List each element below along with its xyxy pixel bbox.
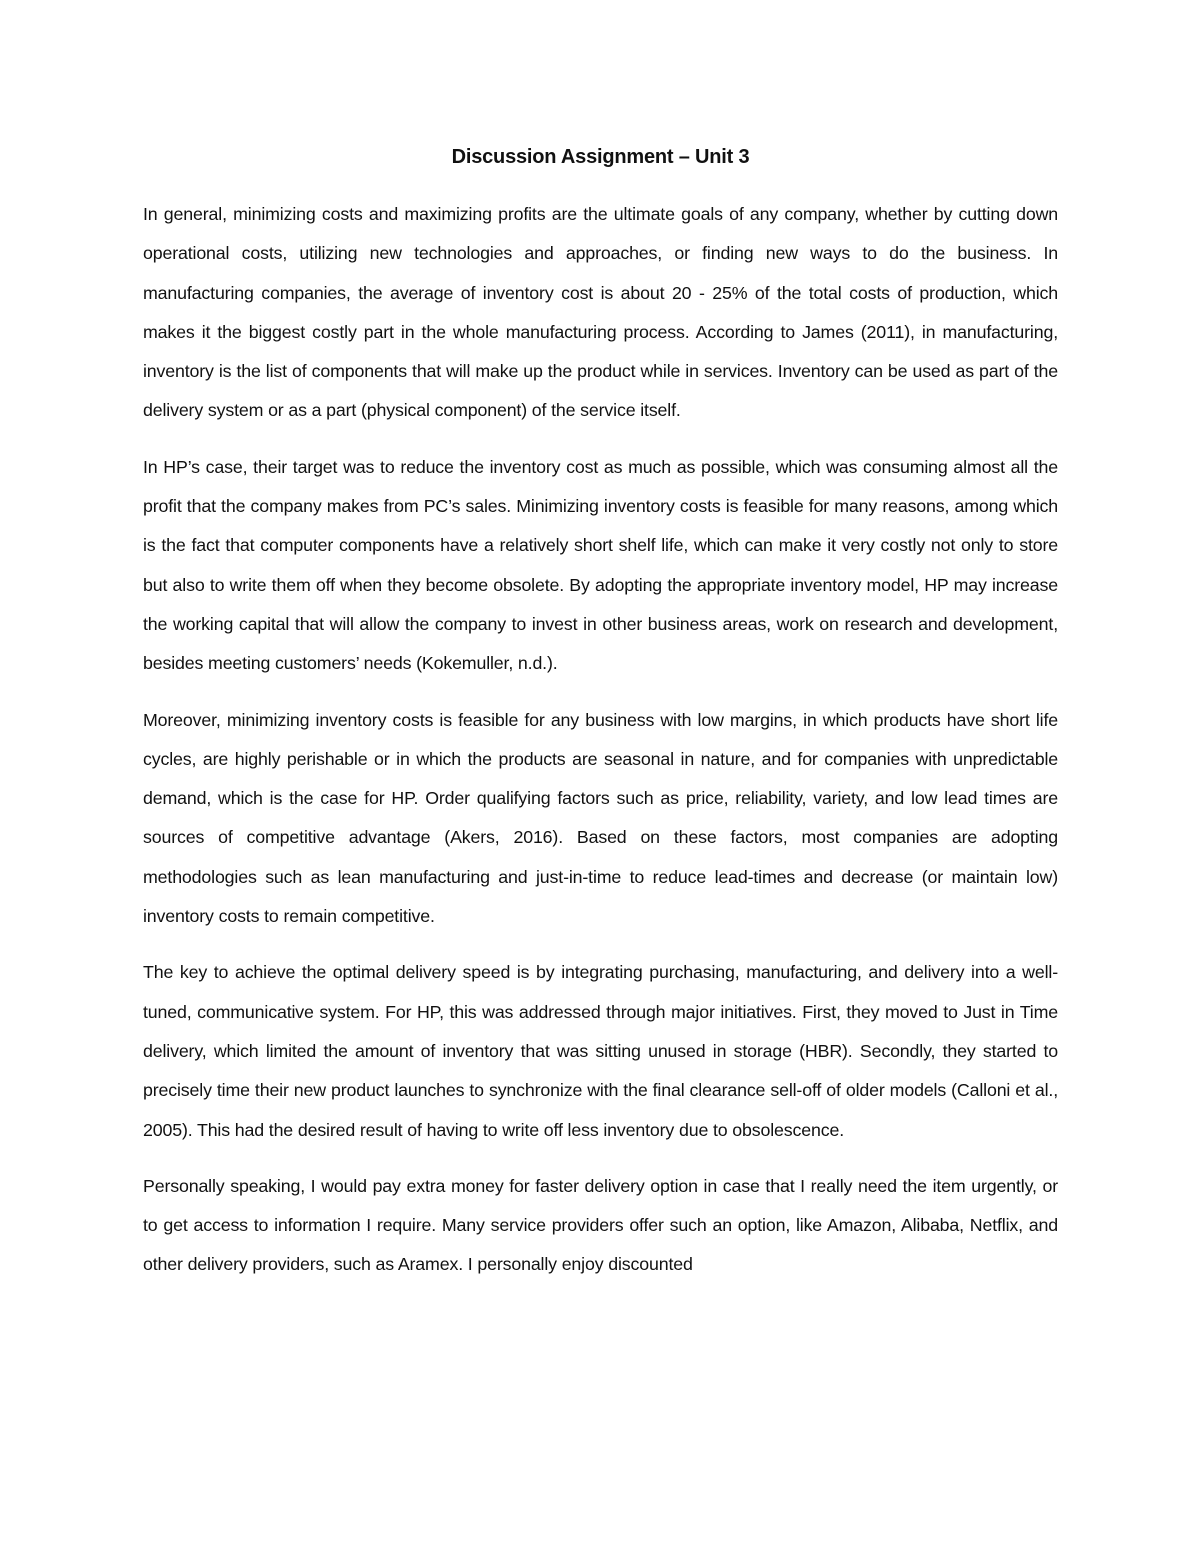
paragraph-feasibility: Moreover, minimizing inventory costs is feasible for any business with low margins, in which products have short life cycles, are highly perishable or in which the products are seasonal in nature, and for companies with unpredictable demand, which is the case for HP. Order qualifying factors such as price, reliability, variety, and low lead times are sources of competitive advantage (Akers, 2016). Based on these factors, most companies are adopting methodologies such as lean manufacturing and just-in-time to reduce lead-times and decrease (or maintain low) inventory costs to remain competitive. [143,709,1058,927]
paragraph-personal-view: Personally speaking, I would pay extra money for faster delivery option in case that I really need the item urgently, or to get access to information I require. Many service providers offer such an option, like Amazon, Alibaba, Netflix, and other delivery providers, such as Aramex. I personally enjoy discounted [143,1175,1058,1275]
paragraph-hp-case: In HP’s case, their target was to reduce the inventory cost as much as possible, which was consuming almost all the profit that the company makes from PC’s sales. Minimizing inventory costs is feasible for many reasons, among which is the fact that computer components have a relatively short shelf life, which can make it very costly not only to store but also to write them off when they become obsolete. By adopting the appropriate inventory model, HP may increase the working capital that will allow the company to invest in other business areas, work on research and development, besides meeting customers’ needs (Kokemuller, n.d.). [143,456,1058,674]
paragraph-intro: In general, minimizing costs and maximizing profits are the ultimate goals of any company, whether by cutting down operational costs, utilizing new technologies and approaches, or finding new ways to do the business. In manufacturing companies, the average of inventory cost is about 20 - 25% of the total costs of production, which makes it the biggest costly part in the whole manufacturing process. According to James (2011), in manufacturing, inventory is the list of components that will make up the product while in services. Inventory can be used as part of the delivery system or as a part (physical component) of the service itself. [143,204,1058,421]
paragraph-delivery-speed: The key to achieve the optimal delivery speed is by integrating purchasing, manufacturing, and delivery into a well-tuned, communicative system. For HP, this was addressed through major initiatives. First, they moved to Just in Time delivery, which limited the amount of inventory that was sitting unused in storage (HBR). Secondly, they started to precisely time their new product launches to synchronize with the final clearance sell-off of older models (Calloni et al., 2005). This had the desired result of having to write off less inventory due to obsolescence. [143,962,1058,1140]
document-page [143,139,1058,1302]
document-title: Discussion Assignment – Unit 3 [451,146,750,168]
